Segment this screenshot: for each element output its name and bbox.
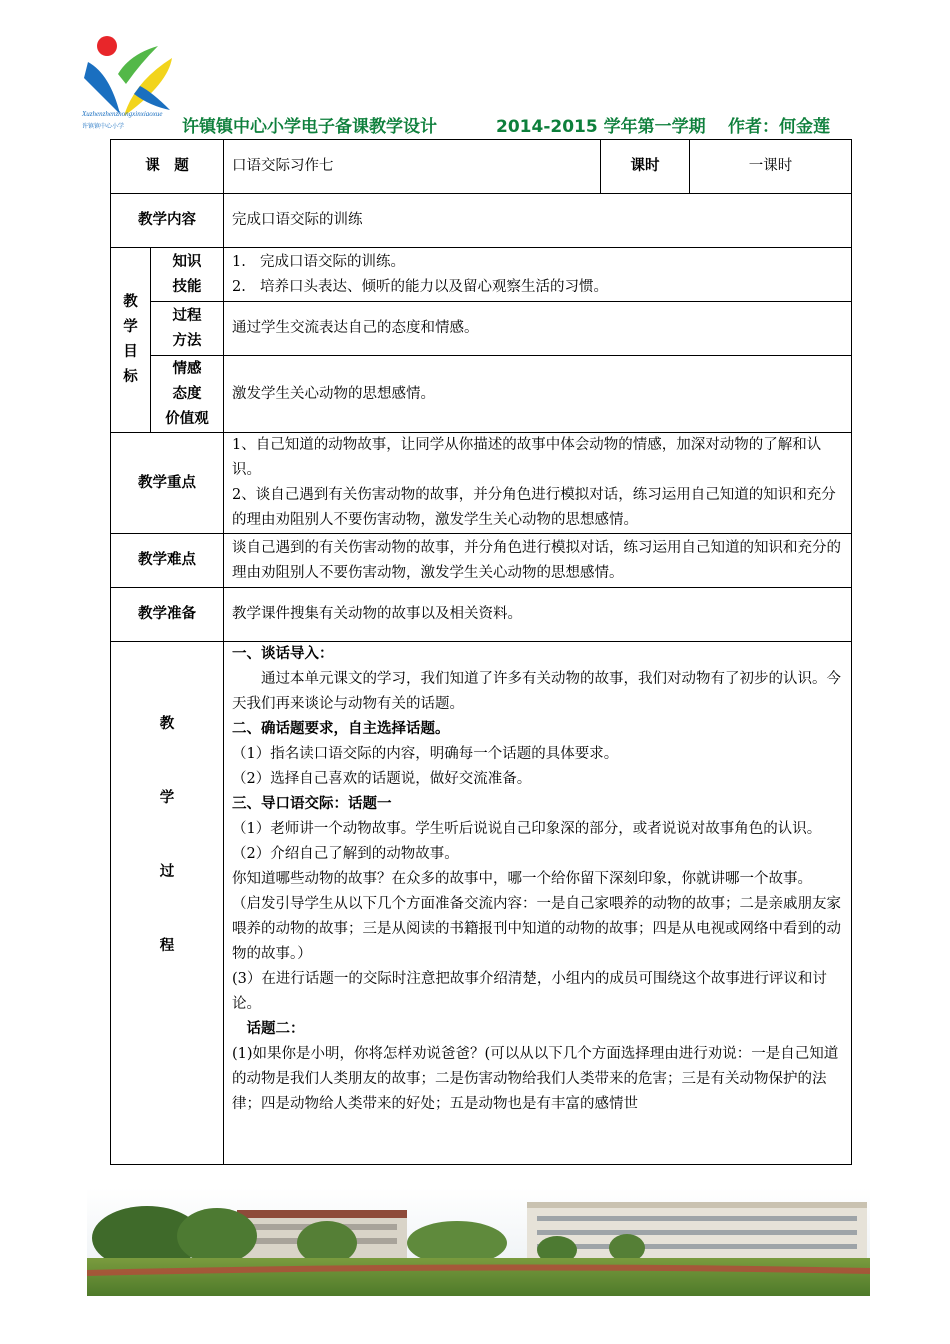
list-item: 1. 完成口语交际的训练。: [232, 253, 405, 270]
emotion-label: 情感 态度 价值观: [151, 356, 224, 433]
key-value: 1、自己知道的动物故事，让同学从你描述的故事中体会动物的情感，加深对动物的了解和认识。 2、谈自己遇到有关伤害动物的故事，并分角色进行模拟对话，练习运用自己知道的知识和充分的理由劝阻别人不要伤害动物，激发学生关心动物的思想感情。: [224, 433, 852, 534]
prep-value: 教学课件搜集有关动物的故事以及相关资料。: [224, 588, 852, 642]
header-author: 作者：何金莲: [728, 117, 830, 137]
difficulty-value: 谈自己遇到的有关伤害动物的故事，并分角色进行模拟对话，练习运用自己知道的知识和充分的理由劝阻别人不要伤害动物，激发学生关心动物的思想感情。: [224, 534, 852, 588]
topic-value: 口语交际习作七: [224, 140, 601, 194]
row-process: [111, 302, 852, 356]
prep-label: 教学准备: [111, 588, 224, 642]
row-difficulty: [111, 534, 852, 588]
row-topic: [111, 140, 852, 194]
procedure-value: 一、谈话导入： 通过本单元课文的学习，我们知道了许多有关动物的故事，我们对动物有了初步的认识。今天我们再来谈论与动物有关的话题。 二、确话题要求，自主选择话题。 （1）指名读口语交际的内容，明确每一个话题的具体要求。 （2）选择自己喜欢的话题说，做好交流准备。 三、导口语交际：话题一 （1）老师讲一个动物故事。学生听后说说自己印象深的部分，或者说说对故事角色的认识。 （2）介绍自己了解到的动物故事。 你知道哪些动物的故事？在众多的故事中，哪一个给你留下深刻印象，你就讲哪一个故事。 （启发引导学生从以下几个方面准备交流内容：一是自己家喂养的动物的故事；二是亲戚朋友家喂养的动物的故事；三是从阅读的书籍报刊中知道的动物的故事；四是从电视或网络中看到的动物的故事。） (3）在进行话题一的交际时注意把故事介绍清楚，小组内的成员可围绕这个故事进行评议和讨论。 话题二： (1)如果你是小明，你将怎样劝说爸爸？(可以从以下几个方面选择理由进行劝说：一是自己知道的动物是我们人类朋友的故事；二是伤害动物给我们人类带来的危害；三是有关动物保护的法律；四是动物给人类带来的好处；五是动物也是有丰富的感情世: [224, 642, 852, 1165]
knowledge-value: [224, 248, 852, 302]
period-value: 一课时: [690, 140, 852, 194]
lesson-plan-table: [110, 139, 852, 1165]
header-title: 许镇镇中心小学电子备课教学设计: [182, 117, 437, 137]
school-photo-banner: [87, 1188, 870, 1296]
logo-latin-text: Xuzhenzhenzhongxinxiaoxue: [82, 110, 163, 118]
process-value: 通过学生交流表达自己的态度和情感。: [224, 302, 852, 356]
key-label: 教学重点: [111, 433, 224, 534]
goals-label: 教 学 目 标: [111, 248, 151, 433]
row-procedure: [111, 642, 852, 1165]
header-year: 2014-2015 学年第一学期: [496, 117, 706, 137]
difficulty-label: 教学难点: [111, 534, 224, 588]
topic-label: 课 题: [111, 140, 224, 194]
knowledge-label: 知识 技能: [151, 248, 224, 302]
row-knowledge: [111, 248, 852, 302]
row-emotion: [111, 356, 852, 433]
row-key-points: [111, 433, 852, 534]
content-label: 教学内容: [111, 194, 224, 248]
list-item: 2. 培养口头表达、倾听的能力以及留心观察生活的习惯。: [232, 278, 608, 295]
row-preparation: [111, 588, 852, 642]
procedure-label: 教 学 过 程: [111, 642, 224, 1165]
logo-chinese-text: 许镇镇中心小学: [82, 123, 125, 130]
content-value: 完成口语交际的训练: [224, 194, 852, 248]
row-content: [111, 194, 852, 248]
process-label: 过程 方法: [151, 302, 224, 356]
emotion-value: 激发学生关心动物的思想感情。: [224, 356, 852, 433]
period-label: 课时: [601, 140, 690, 194]
